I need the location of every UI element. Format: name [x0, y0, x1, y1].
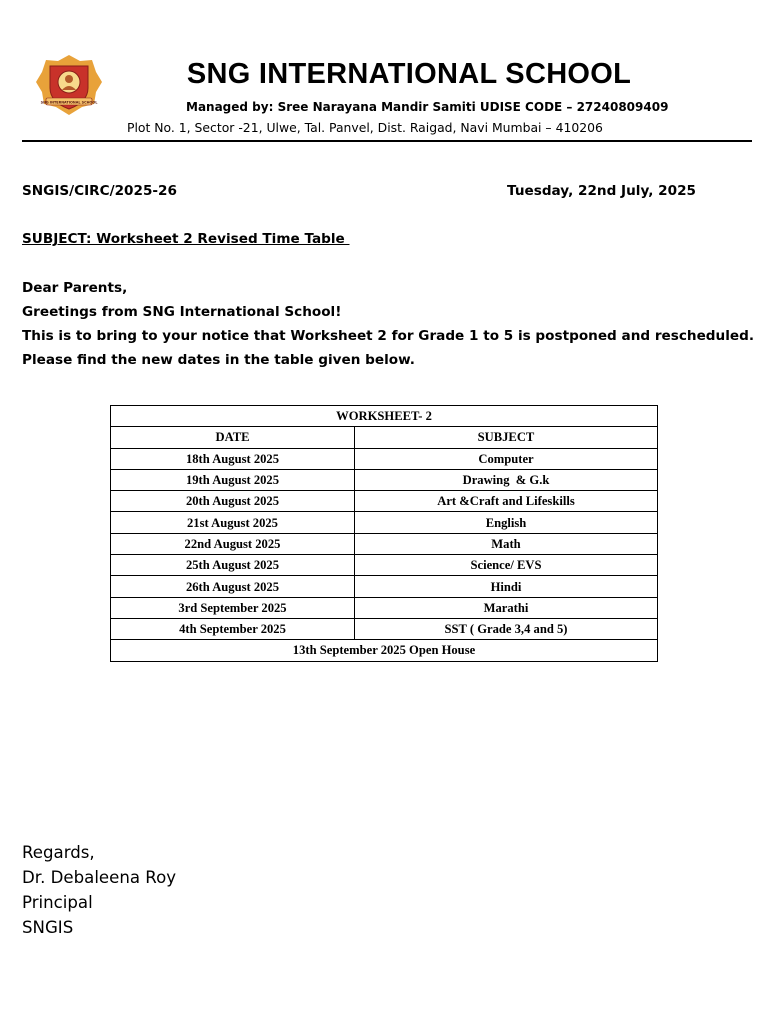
row-subject: Drawing & G.k [355, 469, 658, 490]
circular-date: Tuesday, 22nd July, 2025 [507, 183, 696, 199]
table-row [111, 512, 658, 533]
worksheet-schedule-table [110, 405, 658, 662]
open-house-note: 13th September 2025 Open House [111, 640, 658, 661]
crest-banner-text: SNG INTERNATIONAL SCHOOL [40, 100, 98, 105]
table-row [111, 448, 658, 469]
table-row [111, 491, 658, 512]
row-subject: Science/ EVS [355, 555, 658, 576]
greeting: Greetings from SNG International School! [22, 304, 342, 320]
letter-closing [22, 840, 176, 940]
row-date: 18th August 2025 [111, 448, 355, 469]
row-subject: Math [355, 533, 658, 554]
circular-subject: SUBJECT: Worksheet 2 Revised Time Table [22, 231, 350, 247]
row-subject: English [355, 512, 658, 533]
column-header-subject: SUBJECT [355, 427, 658, 448]
school-address: Plot No. 1, Sector -21, Ulwe, Tal. Panvel, Dist. Raigad, Navi Mumbai – 410206 [127, 120, 603, 135]
letter-body [22, 276, 754, 372]
signatory-org: SNGIS [22, 918, 74, 937]
table-header-row [111, 427, 658, 448]
signatory-designation: Principal [22, 893, 93, 912]
row-subject: Marathi [355, 597, 658, 618]
row-subject: Art &Craft and Lifeskills [355, 491, 658, 512]
row-date: 26th August 2025 [111, 576, 355, 597]
row-date: 25th August 2025 [111, 555, 355, 576]
row-subject: Hindi [355, 576, 658, 597]
row-date: 19th August 2025 [111, 469, 355, 490]
table-row [111, 469, 658, 490]
signatory-name: Dr. Debaleena Roy [22, 868, 177, 887]
row-date: 20th August 2025 [111, 491, 355, 512]
row-date: 3rd September 2025 [111, 597, 355, 618]
table-row [111, 533, 658, 554]
circular-reference: SNGIS/CIRC/2025-26 [22, 183, 177, 199]
closing-regards: Regards, [22, 843, 95, 862]
managed-by-line: Managed by: Sree Narayana Mandir Samiti UDISE CODE – 27240809409 [186, 100, 669, 114]
table-title: WORKSHEET- 2 [111, 406, 658, 427]
column-header-date: DATE [111, 427, 355, 448]
row-date: 22nd August 2025 [111, 533, 355, 554]
table-footer-row [111, 640, 658, 661]
row-subject: SST ( Grade 3,4 and 5) [355, 618, 658, 639]
row-date: 4th September 2025 [111, 618, 355, 639]
header-divider [22, 140, 752, 142]
table-row [111, 597, 658, 618]
salutation: Dear Parents, [22, 280, 128, 296]
table-row [111, 555, 658, 576]
table-title-row [111, 406, 658, 427]
row-date: 21st August 2025 [111, 512, 355, 533]
school-name: SNG INTERNATIONAL SCHOOL [186, 58, 632, 90]
row-subject: Computer [355, 448, 658, 469]
notice-line: This is to bring to your notice that Worksheet 2 for Grade 1 to 5 is postponed and rescheduled. [22, 328, 754, 344]
table-row [111, 618, 658, 639]
instruction-line: Please find the new dates in the table given below. [22, 352, 415, 368]
table-row [111, 576, 658, 597]
